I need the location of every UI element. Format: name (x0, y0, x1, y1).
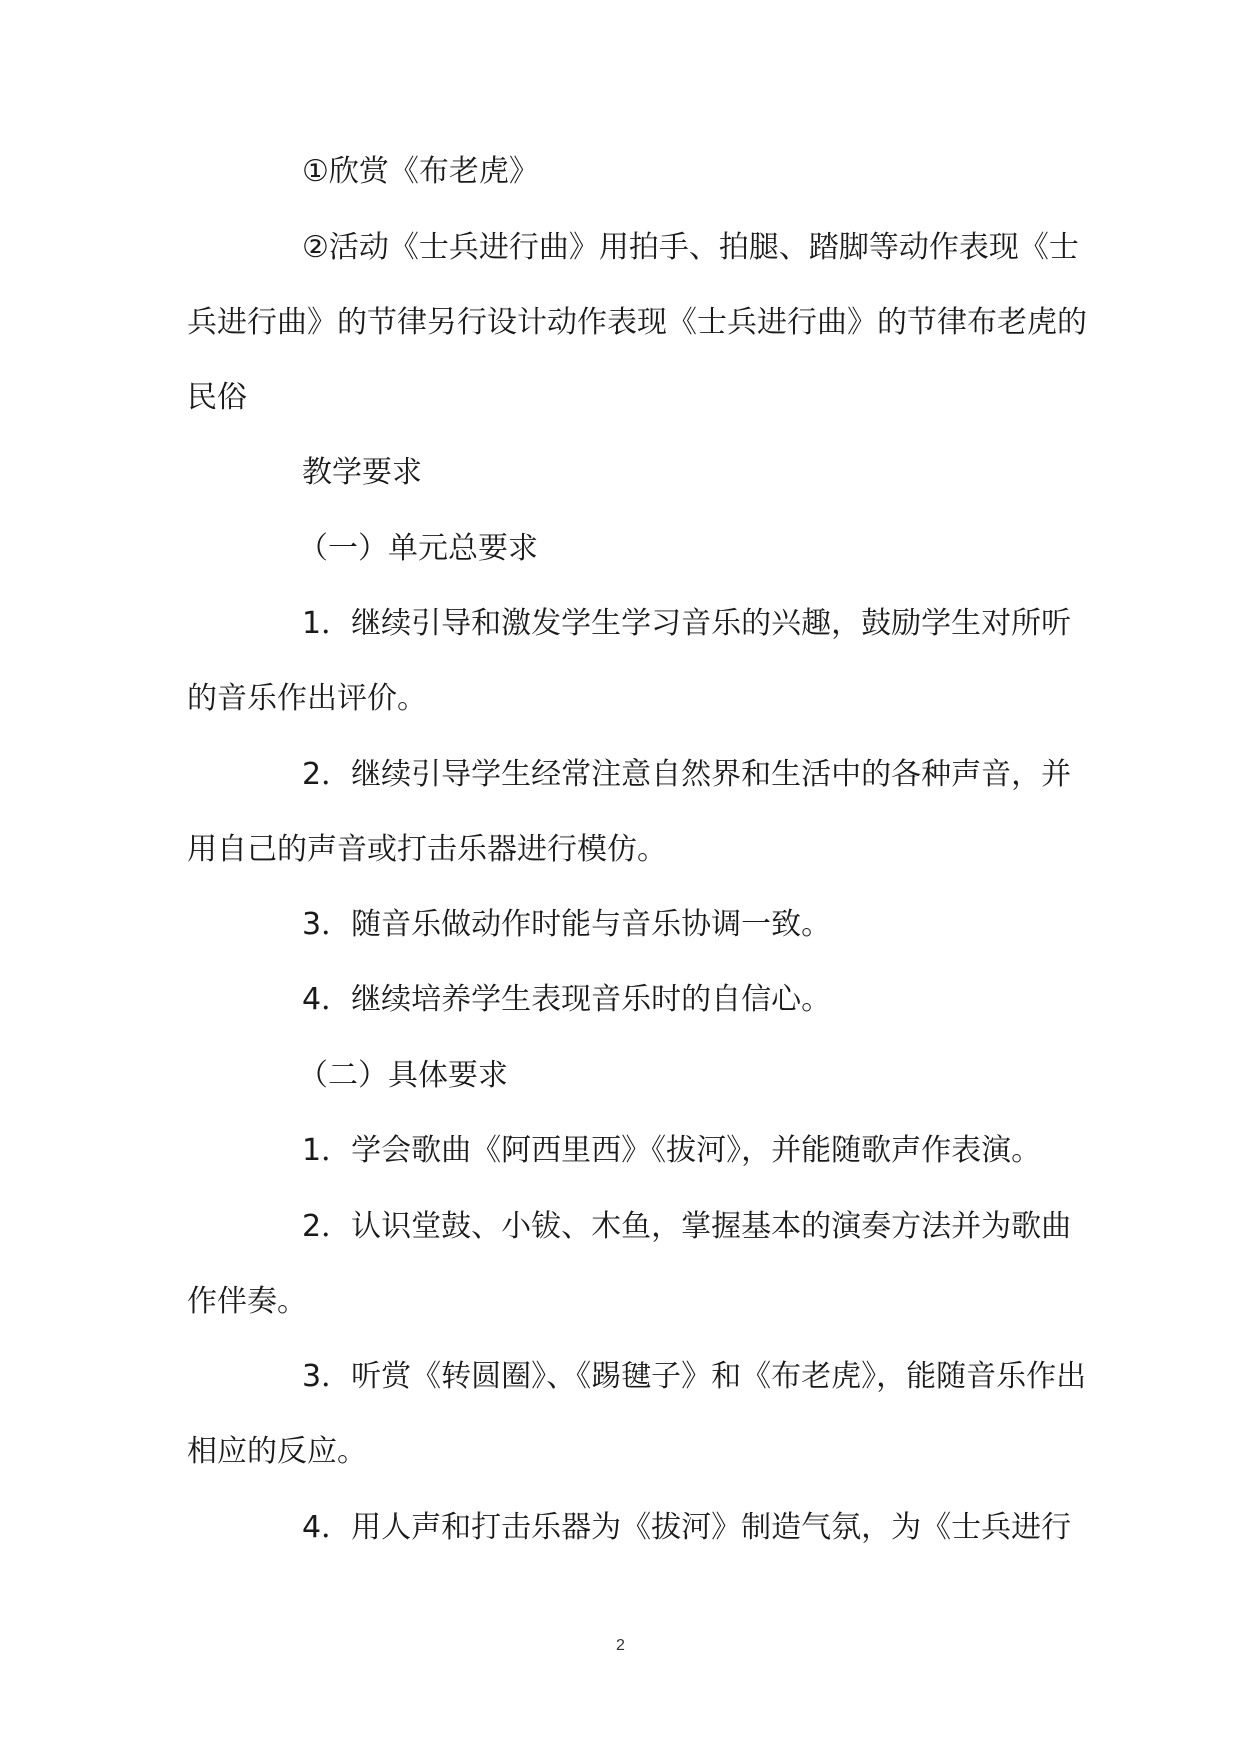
text-line: 兵进行曲》的节律另行设计动作表现《士兵进行曲》的节律布老虎的 (187, 305, 1087, 340)
text-line: 作伴奏。 (187, 1284, 307, 1319)
list-item: 2．认识堂鼓、小钹、木鱼，掌握基本的演奏方法并为歌曲 (302, 1209, 1072, 1244)
subsection-heading: （二）具体要求 (298, 1058, 508, 1093)
list-item: 3．听赏《转圆圈》、《踢毽子》和《布老虎》，能随音乐作出 (302, 1359, 1087, 1394)
list-item: 1．学会歌曲《阿西里西》《拔河》，并能随歌声作表演。 (302, 1133, 1042, 1168)
list-item: 4．继续培养学生表现音乐时的自信心。 (302, 982, 832, 1017)
list-item: 2．继续引导学生经常注意自然界和生活中的各种声音，并 (302, 757, 1072, 792)
text-line: 民俗 (187, 380, 247, 415)
list-item: 4．用人声和打击乐器为《拔河》制造气氛，为《士兵进行 (302, 1510, 1072, 1545)
list-item: 3．随音乐做动作时能与音乐协调一致。 (302, 907, 832, 942)
text-line: 的音乐作出评价。 (187, 681, 427, 716)
text-line: ①欣赏《布老虎》 (302, 154, 539, 189)
subsection-heading: （一）单元总要求 (298, 531, 538, 566)
section-heading: 教学要求 (302, 455, 422, 490)
text-line: 用自己的声音或打击乐器进行模仿。 (187, 832, 667, 867)
page-number: 2 (616, 1637, 625, 1654)
text-line: ②活动《士兵进行曲》用拍手、拍腿、踏脚等动作表现《士 (302, 230, 1079, 265)
list-item: 1．继续引导和激发学生学习音乐的兴趣，鼓励学生对所听 (302, 606, 1072, 641)
text-line: 相应的反应。 (187, 1434, 367, 1469)
